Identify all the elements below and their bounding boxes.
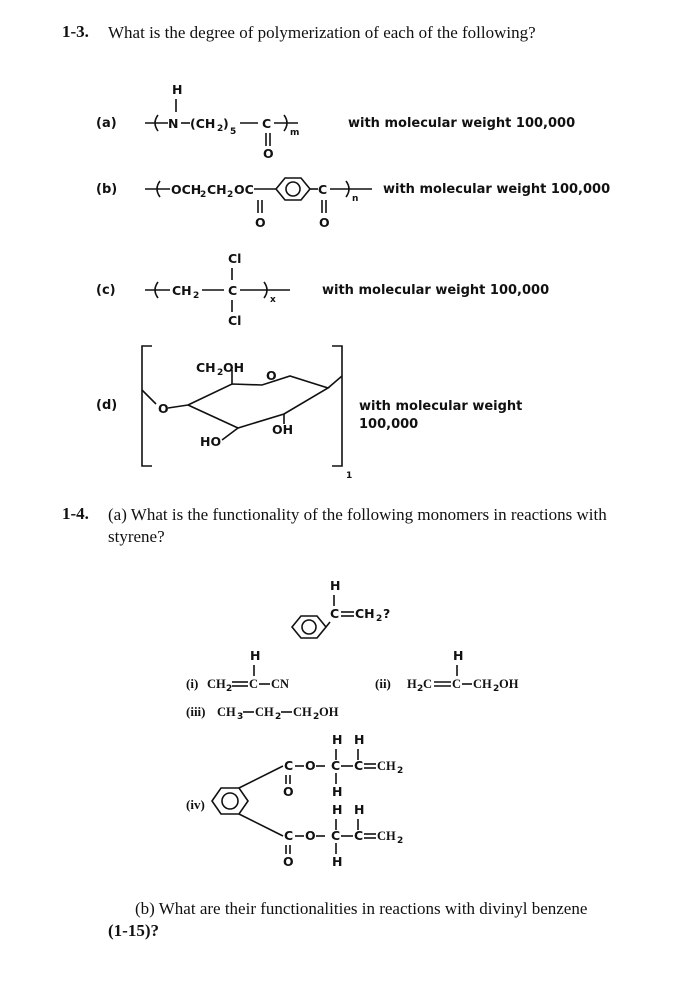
bond bbox=[326, 622, 330, 627]
svg-text:n: n bbox=[352, 194, 359, 204]
svg-text:2: 2 bbox=[275, 712, 282, 722]
monomer-iii bbox=[186, 704, 339, 722]
svg-text:H: H bbox=[354, 732, 365, 747]
svg-text:O: O bbox=[305, 758, 316, 773]
svg-text:2: 2 bbox=[493, 684, 500, 694]
svg-text:O: O bbox=[319, 215, 330, 230]
item-note-b: with molecular weight 100,000 bbox=[383, 182, 611, 197]
svg-text:OCH: OCH bbox=[171, 182, 202, 197]
bond bbox=[142, 390, 156, 404]
svg-text:CH: CH bbox=[217, 705, 236, 719]
part-b-reference: (1-15)? bbox=[108, 921, 159, 940]
item-note-c: with molecular weight 100,000 bbox=[322, 283, 550, 298]
svg-text:CH: CH bbox=[196, 360, 216, 375]
structure-b bbox=[96, 178, 610, 230]
monomer-iv bbox=[186, 732, 403, 869]
svg-text:OH: OH bbox=[319, 705, 339, 719]
item-label-c: (c) bbox=[96, 283, 116, 298]
structure-d bbox=[96, 346, 522, 481]
question-number-1-3: 1-3. bbox=[62, 22, 89, 41]
monomer-label-iii: (iii) bbox=[186, 704, 206, 719]
part-b-text-line1: (b) What are their functionalities in reactions with divinyl benzene bbox=[135, 899, 588, 918]
svg-text:H: H bbox=[332, 732, 343, 747]
svg-text:OH: OH bbox=[499, 677, 519, 691]
svg-text:m: m bbox=[290, 128, 300, 138]
svg-text:C: C bbox=[284, 828, 294, 843]
question-text-1-3: What is the degree of polymerization of each of the following? bbox=[108, 23, 536, 42]
svg-text:2: 2 bbox=[217, 124, 224, 134]
svg-text:C: C bbox=[331, 758, 341, 773]
pyranose-ring bbox=[188, 376, 328, 428]
svg-text:C: C bbox=[249, 677, 259, 691]
benzene-ring bbox=[276, 178, 310, 200]
svg-text:CH: CH bbox=[293, 705, 312, 719]
close-bracket bbox=[264, 282, 267, 298]
item-label-b: (b) bbox=[96, 182, 118, 197]
svg-text:2: 2 bbox=[227, 190, 234, 200]
svg-text:H: H bbox=[332, 784, 343, 799]
svg-text:OC: OC bbox=[234, 182, 254, 197]
close-bracket bbox=[284, 115, 287, 131]
svg-text:C: C bbox=[331, 828, 341, 843]
bond bbox=[168, 405, 188, 408]
svg-text:CH: CH bbox=[377, 759, 396, 773]
svg-text:1: 1 bbox=[346, 471, 353, 481]
benzene-ring bbox=[212, 788, 248, 814]
group-ch2: (CH bbox=[190, 116, 216, 131]
item-note-d-line2: 100,000 bbox=[359, 417, 419, 432]
svg-text:): ) bbox=[223, 116, 229, 131]
svg-text:O: O bbox=[305, 828, 316, 843]
monomer-label-ii: (ii) bbox=[375, 676, 391, 691]
item-note-a: with molecular weight 100,000 bbox=[348, 116, 576, 131]
svg-text:C: C bbox=[423, 677, 433, 691]
svg-text:C: C bbox=[354, 828, 364, 843]
svg-text:H: H bbox=[407, 677, 417, 691]
open-bracket bbox=[157, 181, 160, 197]
bond bbox=[222, 428, 238, 440]
svg-text:HO: HO bbox=[200, 434, 222, 449]
svg-text:C: C bbox=[330, 606, 340, 621]
structure-styrene bbox=[292, 578, 390, 638]
close-square-bracket bbox=[332, 346, 342, 466]
svg-text:Cl: Cl bbox=[228, 313, 242, 328]
svg-text:CH: CH bbox=[473, 677, 492, 691]
bond bbox=[239, 766, 283, 788]
svg-text:O: O bbox=[266, 368, 277, 383]
close-bracket bbox=[346, 181, 349, 197]
svg-text:2: 2 bbox=[226, 684, 233, 694]
structure-a bbox=[96, 82, 575, 161]
svg-text:2: 2 bbox=[217, 368, 224, 378]
svg-text:OH: OH bbox=[223, 360, 245, 375]
open-bracket bbox=[155, 282, 158, 298]
svg-text:H: H bbox=[332, 854, 343, 869]
bond bbox=[328, 376, 342, 388]
svg-text:CH: CH bbox=[355, 606, 375, 621]
item-note-d-line1: with molecular weight bbox=[359, 399, 523, 414]
svg-text:CH: CH bbox=[172, 283, 192, 298]
monomer-ii bbox=[375, 648, 519, 694]
question-text-1-4-line1: (a) What is the functionality of the following monomers in reactions with bbox=[108, 505, 607, 524]
svg-text:OH: OH bbox=[272, 422, 294, 437]
svg-text:CN: CN bbox=[271, 677, 290, 691]
svg-text:2: 2 bbox=[193, 291, 200, 301]
svg-text:H: H bbox=[354, 802, 365, 817]
svg-text:2: 2 bbox=[397, 836, 404, 846]
question-text-1-4-line2: styrene? bbox=[108, 527, 165, 546]
svg-text:CH: CH bbox=[207, 182, 227, 197]
svg-text:C: C bbox=[318, 182, 328, 197]
svg-text:2: 2 bbox=[200, 190, 207, 200]
svg-text:O: O bbox=[283, 784, 294, 799]
svg-text:C: C bbox=[284, 758, 294, 773]
atom-c: C bbox=[262, 116, 272, 131]
item-label-a: (a) bbox=[96, 116, 117, 131]
svg-text:H: H bbox=[453, 648, 464, 663]
svg-text:H: H bbox=[330, 578, 341, 593]
svg-text:O: O bbox=[255, 215, 266, 230]
svg-text:2: 2 bbox=[313, 712, 320, 722]
monomer-label-iv: (iv) bbox=[186, 797, 205, 812]
svg-text:x: x bbox=[270, 295, 276, 305]
item-label-d: (d) bbox=[96, 398, 118, 413]
atom-o: O bbox=[263, 146, 274, 161]
part-b-text-line2 bbox=[108, 920, 159, 942]
open-bracket bbox=[155, 115, 158, 131]
svg-text:2: 2 bbox=[417, 684, 424, 694]
svg-text:CH: CH bbox=[207, 677, 226, 691]
svg-text:H: H bbox=[332, 802, 343, 817]
bond bbox=[239, 814, 283, 836]
benzene-ring bbox=[292, 616, 326, 638]
svg-text:O: O bbox=[283, 854, 294, 869]
svg-text:Cl: Cl bbox=[228, 251, 242, 266]
monomer-i bbox=[186, 648, 289, 694]
svg-text:O: O bbox=[158, 401, 169, 416]
svg-text:C: C bbox=[228, 283, 238, 298]
svg-text:C: C bbox=[354, 758, 364, 773]
open-square-bracket bbox=[142, 346, 152, 466]
structure-c bbox=[96, 251, 549, 328]
svg-text:3: 3 bbox=[237, 712, 244, 722]
svg-text:CH: CH bbox=[377, 829, 396, 843]
question-number-1-4: 1-4. bbox=[62, 504, 89, 523]
svg-text:C: C bbox=[452, 677, 462, 691]
monomer-label-i: (i) bbox=[186, 676, 199, 691]
svg-text:2: 2 bbox=[397, 766, 404, 776]
svg-text:?: ? bbox=[383, 606, 391, 621]
atom-h: H bbox=[172, 82, 183, 97]
atom-n: N bbox=[168, 116, 179, 131]
svg-text:5: 5 bbox=[230, 127, 237, 137]
svg-text:2: 2 bbox=[376, 614, 383, 624]
svg-text:CH: CH bbox=[255, 705, 274, 719]
svg-text:H: H bbox=[250, 648, 261, 663]
